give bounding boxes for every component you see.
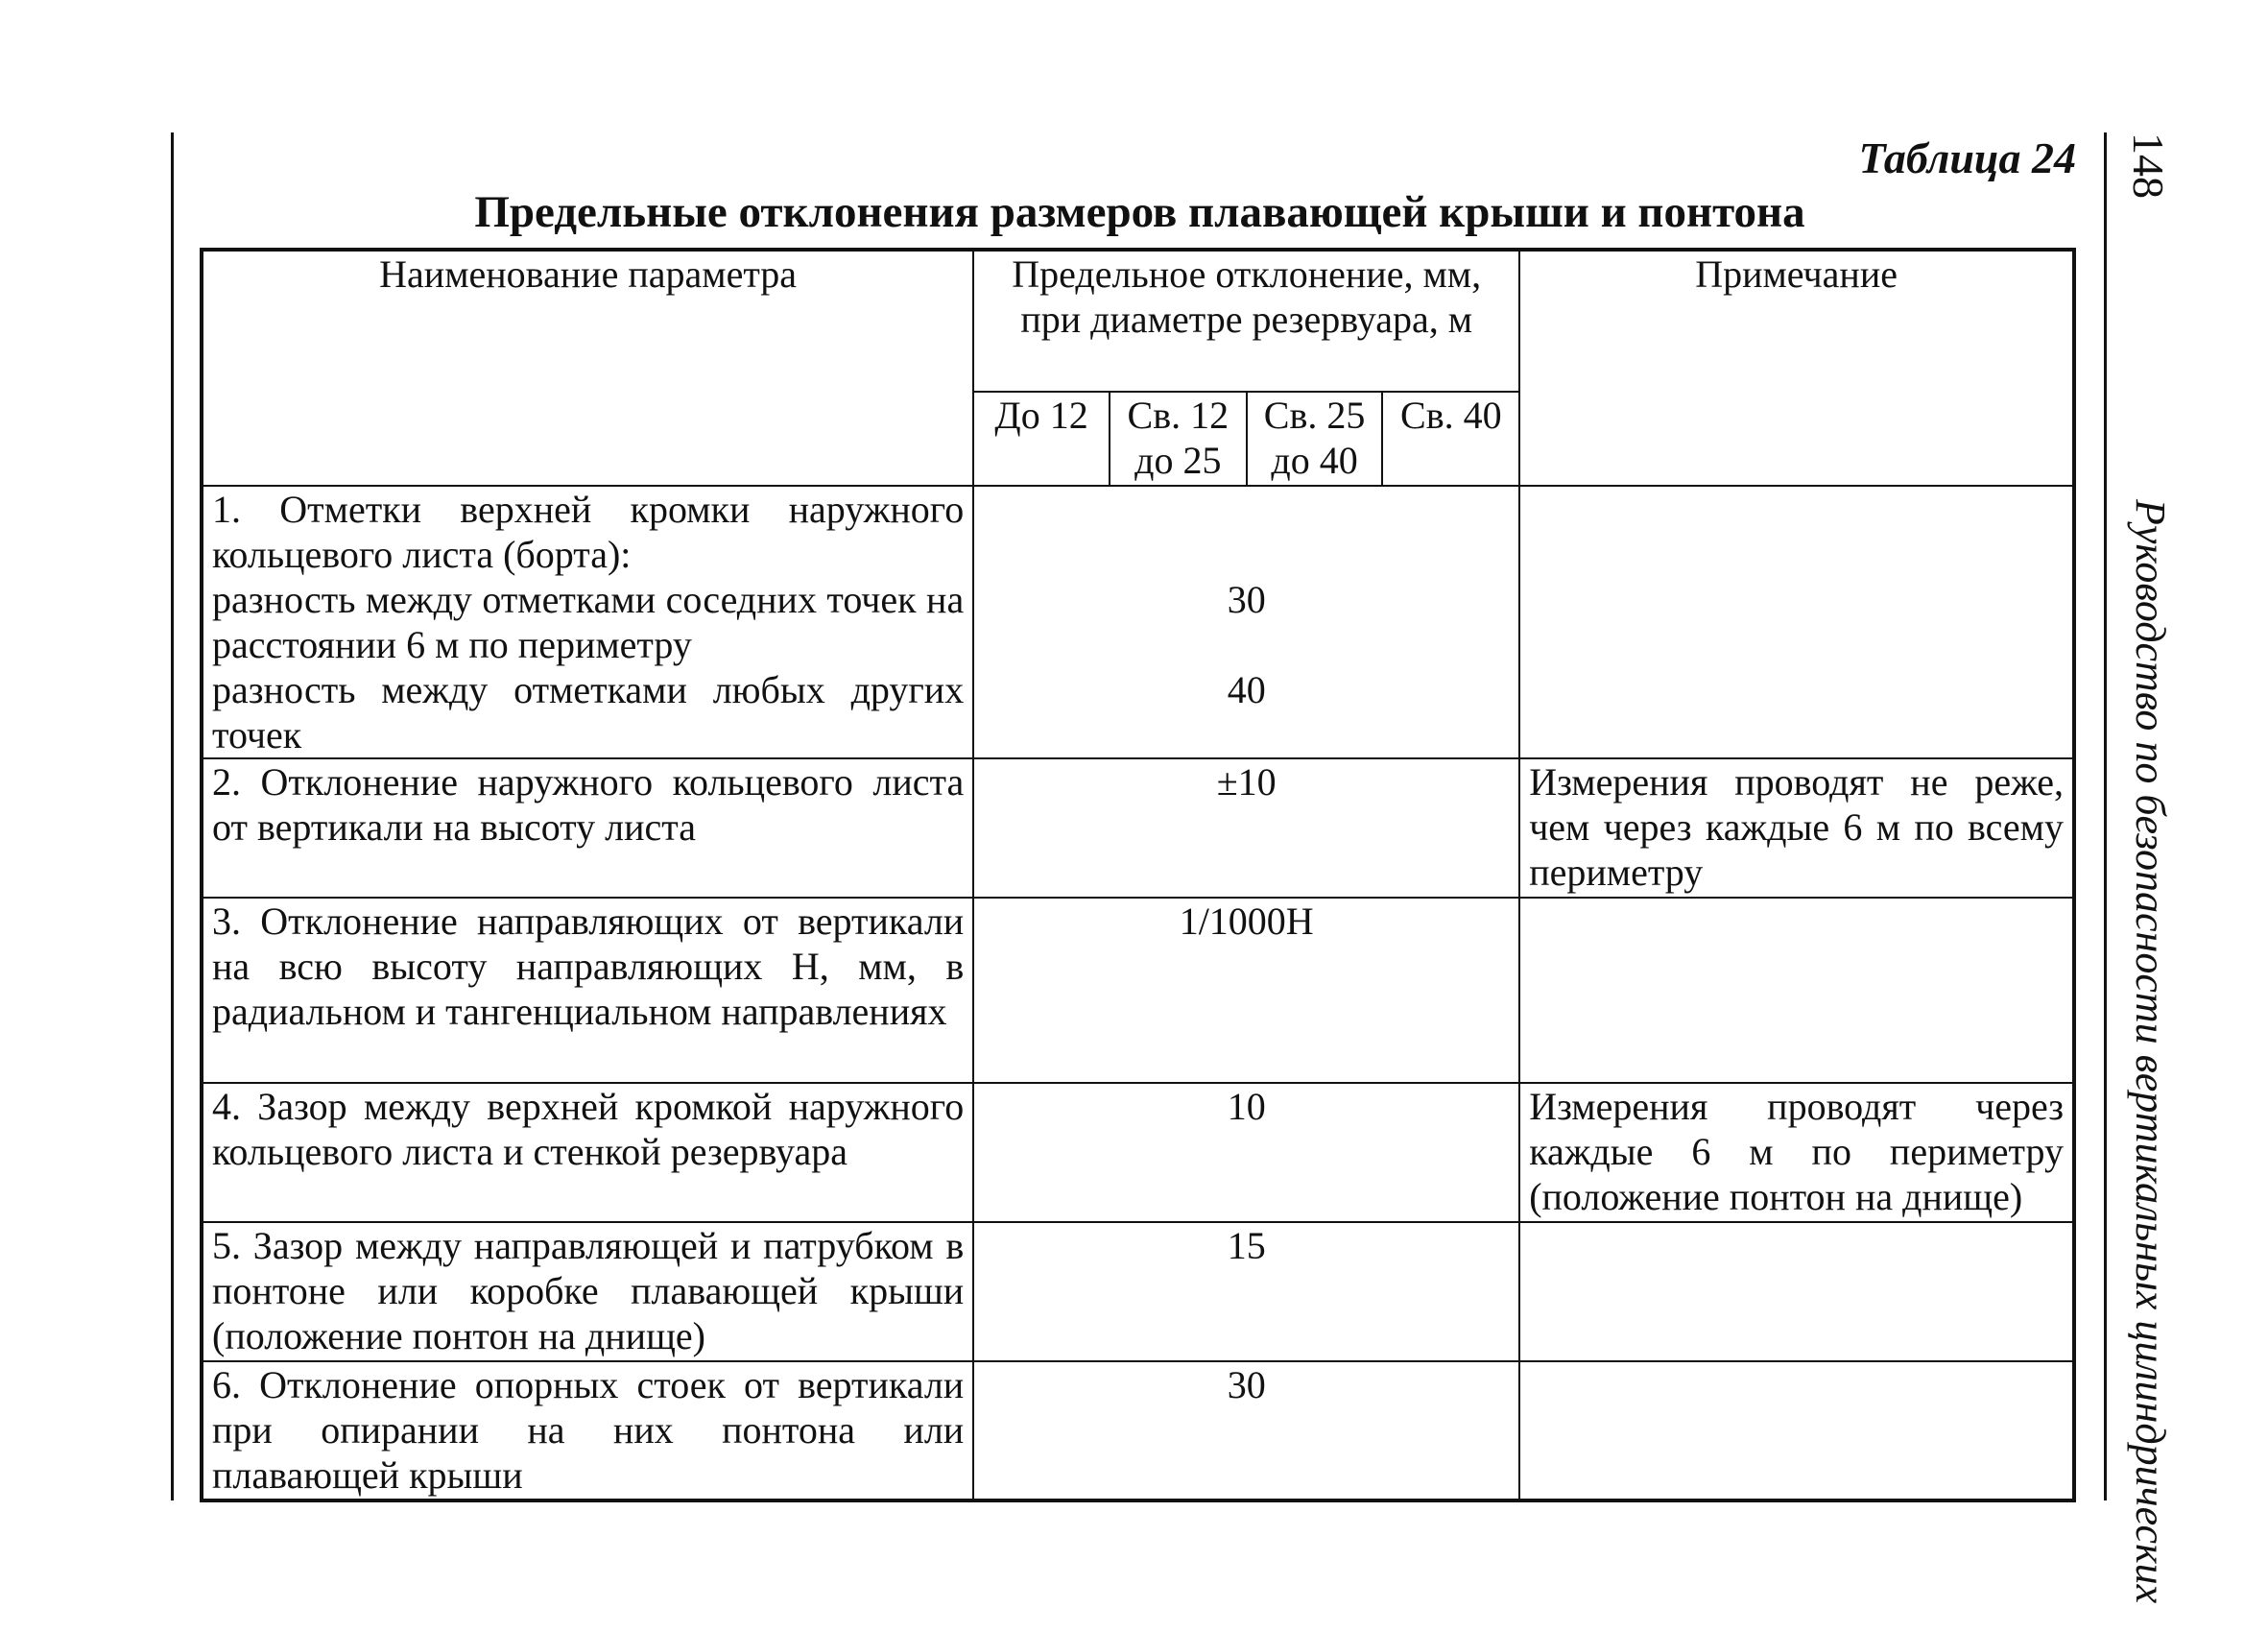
table-title: Предельные отклонения размеров плавающей крыши и понтона (474, 187, 1805, 237)
row-value: ±10 (973, 758, 1519, 898)
deviation-table (200, 248, 2076, 1502)
left-margin-rule (171, 132, 174, 1500)
table-row (202, 898, 2074, 1083)
row-param: 6. Отклонение опорных стоек от вертикали при опирании на них понтона или плавающей крыши (202, 1361, 973, 1500)
header-diameter-1: До 12 (973, 392, 1110, 486)
row-param: 2. Отклонение наружного кольцевого листа от вертикали на высоту листа (202, 758, 973, 898)
row-note (1519, 486, 2074, 758)
row-value: 1/1000H (973, 898, 1519, 1083)
header-deviation: Предельное отклонение, мм, при диаметре резервуара, м (973, 250, 1519, 392)
header-param: Наименование параметра (202, 250, 973, 486)
row-param: 4. Зазор между верхней кромкой наружного кольцевого листа и стенкой резервуара (202, 1083, 973, 1222)
row-note (1519, 1222, 2074, 1361)
row-value (973, 486, 1519, 758)
table-row (202, 1083, 2074, 1222)
header-note: Примечание (1519, 250, 2074, 486)
row-value-b: 40 (1227, 668, 1266, 711)
table-row (202, 1361, 2074, 1500)
header-diameter-4: Св. 40 (1382, 392, 1519, 486)
row-value-a: 30 (1227, 578, 1266, 621)
header-diameter-2: Св. 12 до 25 (1110, 392, 1247, 486)
table-row (202, 758, 2074, 898)
row-value: 15 (973, 1222, 1519, 1361)
header-diameter-3: Св. 25 до 40 (1247, 392, 1383, 486)
row-param: 5. Зазор между направляющей и патрубком в понтоне или коробке плавающей крыши (положение понтон на днище) (202, 1222, 973, 1361)
table-label: Таблица 24 (1858, 133, 2076, 182)
page-number: 148 (2124, 132, 2173, 199)
row-param (202, 486, 973, 758)
row-param: 3. Отклонение направляющих от вертикали на всю высоту направляющих H, мм, в радиальном и тангенциальном направлениях (202, 898, 973, 1083)
header-row (202, 250, 2074, 392)
right-margin-rule (2104, 132, 2107, 1500)
running-title: Руководство по безопасности вертикальных цилиндрических (2127, 499, 2174, 1604)
row-note: Измерения проводят не реже, чем через каждые 6 м по всему периметру (1519, 758, 2074, 898)
table-row (202, 486, 2074, 758)
table-row (202, 1222, 2074, 1361)
row-value: 30 (973, 1361, 1519, 1500)
row-note (1519, 898, 2074, 1083)
row-param-line: разность между отметками любых других точек (212, 668, 965, 756)
row-note (1519, 1361, 2074, 1500)
row-note: Измерения проводят через каждые 6 м по периметру (положение понтон на днище) (1519, 1083, 2074, 1222)
row-param-line: разность между отметками соседних точек на расстоянии 6 м по периметру (212, 578, 965, 666)
row-value: 10 (973, 1083, 1519, 1222)
row-param-line: 1. Отметки верхней кромки наружного кольцевого листа (борта): (212, 488, 965, 576)
